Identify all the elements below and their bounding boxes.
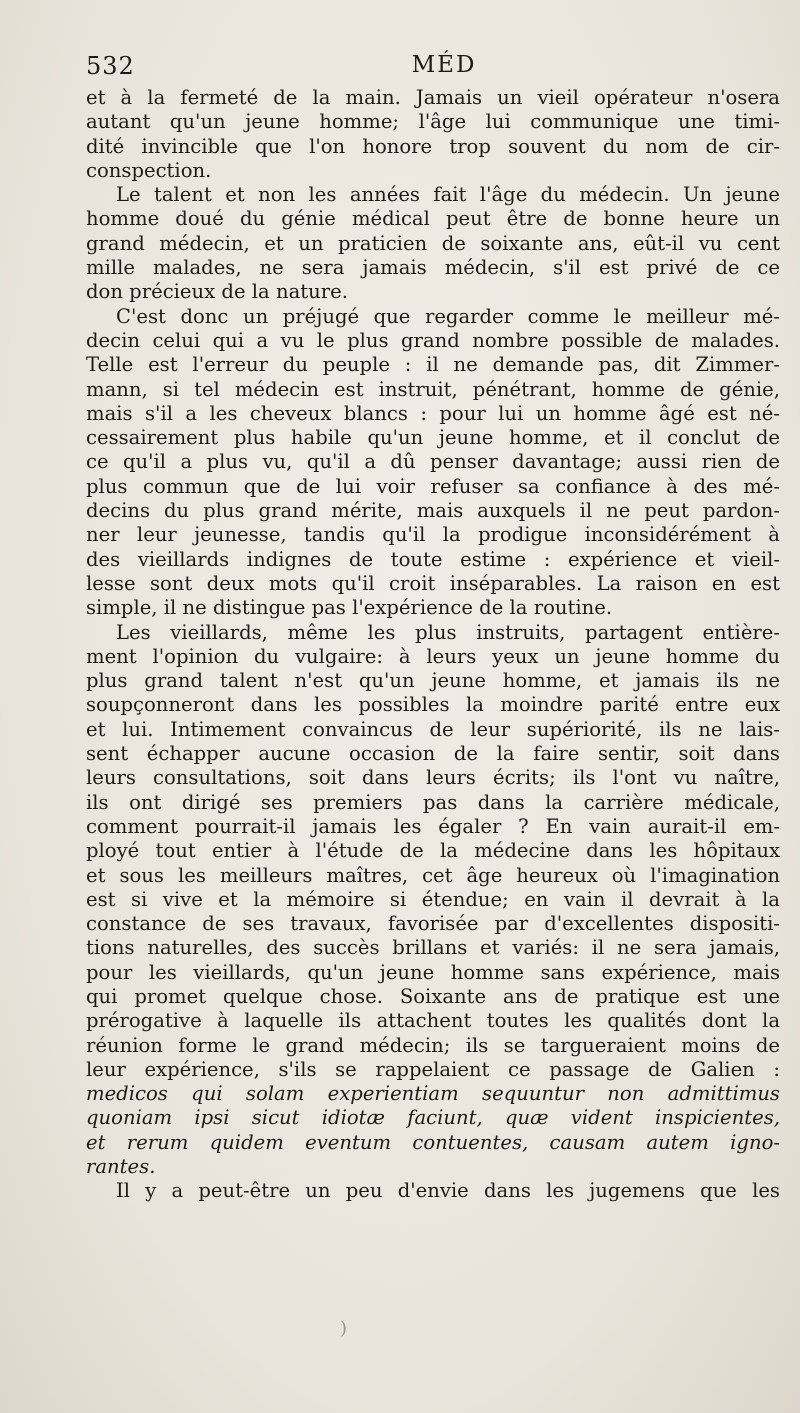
text-line: leurs consultations, soit dans leurs écrits; ils l'ont vu naître, [86,766,780,790]
text-line: et lui. Intimement convaincus de leur supériorité, ils ne lais- [86,717,780,741]
text-line: mille malades, ne sera jamais médecin, s'il est privé de ce [86,256,780,280]
text-line: est si vive et la mémoire si étendue; en vain il devrait à la [86,887,780,911]
text-line: ment l'opinion du vulgaire: à leurs yeux un jeune homme du [86,644,780,668]
bleed-through-mark: ) [340,1318,348,1339]
text-line: et à la fermeté de la main. Jamais un vieil opérateur n'osera [86,86,780,109]
text-line: constance de ses travaux, favorisée par d'excellentes dispositi- [86,912,780,936]
text-line: réunion forme le grand médecin; ils se targueraient moins de [86,1033,780,1057]
text-line: soupçonneront dans les possibles la moindre parité entre eux [86,693,780,717]
text-line: decin celui qui a vu le plus grand nombre possible de malades. [86,328,780,352]
page-header [86,52,780,86]
text-line: plus commun que de lui voir refuser sa confiance à des mé- [86,474,780,498]
text-line: simple, il ne distingue pas l'expérience de la routine. [86,596,613,620]
text-line: Le talent et non les années fait l'âge du médecin. Un jeune [116,183,780,207]
text-line: Telle est l'erreur du peuple : il ne demande pas, dit Zimmer- [86,353,780,377]
text-line: cessairement plus habile qu'un jeune homme, et il conclut de [86,426,780,450]
text-line: mann, si tel médecin est instruit, pénétrant, homme de génie, [86,377,780,401]
text-line: sent échapper aucune occasion de la faire sentir, soit dans [86,742,780,766]
text-line: conspection. [86,158,212,182]
text-line: ils ont dirigé ses premiers pas dans la carrière médicale, [86,790,780,814]
body-text [86,86,780,1204]
text-line: lesse sont deux mots qu'il croit inséparables. La raison en est [86,571,780,595]
text-line: leur expérience, s'ils se rappelaient ce passage de Galien : [86,1057,780,1081]
text-line: rantes. [86,1155,156,1179]
text-line: don précieux de la nature. [86,280,348,304]
text-line: des vieillards indignes de toute estime : expérience et vieil- [86,547,780,571]
text-line: autant qu'un jeune homme; l'âge lui communique une timi- [86,110,780,134]
text-line: prérogative à laquelle ils attachent toutes les qualités dont la [86,1009,780,1033]
text-line: comment pourrait-il jamais les égaler ? En vain aurait-il em- [86,814,780,838]
text-line: Il y a peut-être un peu d'envie dans les jugemens que les [116,1179,780,1203]
text-line: medicos qui solam experientiam sequuntur non admittimus [86,1082,780,1106]
text-line: dité invincible que l'on honore trop souvent du nom de cir- [86,134,780,158]
text-line: grand médecin, et un praticien de soixante ans, eût-il vu cent [86,231,780,255]
text-line: ployé tout entier à l'étude de la médecine dans les hôpitaux [86,839,780,863]
text-line: qui promet quelque chose. Soixante ans de pratique est une [86,984,780,1008]
text-line: pour les vieillards, qu'un jeune homme sans expérience, mais [86,960,780,984]
text-line: plus grand talent n'est qu'un jeune homme, et jamais ils ne [86,669,780,693]
page-number: 532 [86,52,135,80]
text-line: decins du plus grand mérite, mais auxquels il ne peut pardon- [86,499,780,523]
text-line: quoniam ipsi sicut idiotæ faciunt, quæ vident inspicientes, [86,1106,780,1130]
text-line: homme doué du génie médical peut être de bonne heure un [86,207,780,231]
running-head: MÉD [411,52,477,78]
text-line: mais s'il a les cheveux blancs : pour lui un homme âgé est né- [86,401,780,425]
text-line: Les vieillards, même les plus instruits, partagent entière- [116,620,780,644]
text-line: ner leur jeunesse, tandis qu'il la prodigue inconsidérément à [86,523,780,547]
text-line: C'est donc un préjugé que regarder comme le meilleur mé- [116,304,780,328]
text-line: ce qu'il a plus vu, qu'il a dû penser davantage; aussi rien de [86,450,780,474]
text-line: et sous les meilleurs maîtres, cet âge heureux où l'imagination [86,863,780,887]
text-line: et rerum quidem eventum contuentes, causam autem igno- [86,1130,780,1154]
text-line: tions naturelles, des succès brillans et variés: il ne sera jamais, [86,936,780,960]
